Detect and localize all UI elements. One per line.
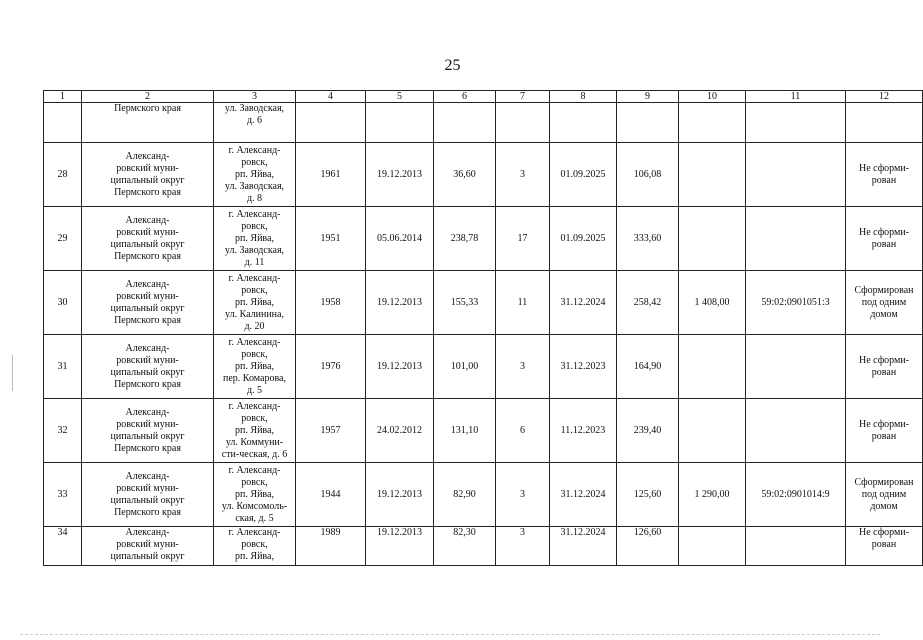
owner-cell: Александ- ровский муни- ципальный округ <box>110 527 185 562</box>
column-header: 5 <box>366 91 434 103</box>
column-header: 12 <box>846 91 923 103</box>
column-header: 4 <box>296 91 366 103</box>
date-cell: 19.12.2013 <box>377 488 422 500</box>
column-header: 2 <box>82 91 214 103</box>
deadline-cell: 01.09.2025 <box>560 168 606 180</box>
land-area-cell: 1 290,00 <box>694 488 730 500</box>
owner-cell: Александ- ровский муни- ципальный округ Пермского края <box>110 214 185 262</box>
year-built-cell: 1961 <box>320 168 341 180</box>
total-cell: 125,60 <box>633 488 662 500</box>
date-cell: 24.02.2012 <box>377 424 422 436</box>
address-cell: ул. Заводская, д. 6 <box>224 103 285 126</box>
column-header: 6 <box>434 91 496 103</box>
area-cell: 82,30 <box>453 527 476 538</box>
table-header-row <box>44 91 923 103</box>
land-status-cell: Сформирован под одним домом <box>854 284 914 320</box>
scan-artifact <box>20 634 880 636</box>
area-cell: 36,60 <box>453 168 476 180</box>
column-header: 10 <box>679 91 746 103</box>
cadastral-number-cell: 59:02:0901014:9 <box>761 488 830 500</box>
land-status-cell: Не сформи- рован <box>858 418 910 442</box>
land-status-cell: Сформирован под одним домом <box>854 476 914 512</box>
column-header: 3 <box>214 91 296 103</box>
address-cell: г. Александ- ровск, рп. Яйва, ул. Калинина, д. 20 <box>225 272 284 332</box>
area-cell: 101,00 <box>450 360 479 372</box>
deadline-cell: 01.09.2025 <box>560 232 606 244</box>
row-number-cell: 29 <box>57 232 68 244</box>
residents-cell: 17 <box>517 232 528 244</box>
land-status-cell: Не сформи- рован <box>858 354 910 378</box>
row-number-cell: 32 <box>57 424 68 436</box>
land-area-cell: 1 408,00 <box>694 296 730 308</box>
address-cell: г. Александ- ровск, рп. Яйва, ул. Коммуни- сти-ческая, д. 6 <box>221 400 288 460</box>
owner-cell: Александ- ровский муни- ципальный округ Пермского края <box>110 150 185 198</box>
table-row <box>44 463 923 527</box>
address-cell: г. Александ- ровск, рп. Яйва, <box>228 527 281 562</box>
year-built-cell: 1944 <box>320 488 341 500</box>
residents-cell: 6 <box>520 424 525 436</box>
date-cell: 19.12.2013 <box>377 527 422 538</box>
table-row <box>44 527 923 566</box>
date-cell: 19.12.2013 <box>377 168 422 180</box>
land-status-cell: Не сформи- рован <box>858 226 910 250</box>
column-header: 1 <box>44 91 82 103</box>
year-built-cell: 1951 <box>320 232 341 244</box>
address-cell: г. Александ- ровск, рп. Яйва, пер. Комарова, д. 5 <box>223 336 286 396</box>
deadline-cell: 31.12.2023 <box>560 360 606 372</box>
date-cell: 19.12.2013 <box>377 360 422 372</box>
table-row <box>44 207 923 271</box>
table-row <box>44 399 923 463</box>
owner-cell: Александ- ровский муни- ципальный округ Пермского края <box>110 406 185 454</box>
residents-cell: 11 <box>517 296 528 308</box>
total-cell: 258,42 <box>633 296 662 308</box>
scan-artifact <box>12 355 13 391</box>
year-built-cell: 1976 <box>320 360 341 372</box>
table-row <box>44 143 923 207</box>
year-built-cell: 1957 <box>320 424 341 436</box>
area-cell: 238,78 <box>450 232 479 244</box>
area-cell: 155,33 <box>450 296 479 308</box>
column-header: 9 <box>617 91 679 103</box>
area-cell: 131,10 <box>450 424 479 436</box>
year-built-cell: 1989 <box>320 527 341 538</box>
total-cell: 239,40 <box>633 424 662 436</box>
land-status-cell: Не сформи- рован <box>858 162 910 186</box>
total-cell: 333,60 <box>633 232 662 244</box>
table-row <box>44 335 923 399</box>
column-header: 11 <box>746 91 846 103</box>
deadline-cell: 11.12.2023 <box>560 424 606 436</box>
residents-cell: 3 <box>520 527 525 538</box>
cadastral-number-cell: 59:02:0901051:3 <box>761 296 830 308</box>
owner-cell: Александ- ровский муни- ципальный округ Пермского края <box>110 470 185 518</box>
total-cell: 164,90 <box>633 360 662 372</box>
residents-cell: 3 <box>520 360 525 372</box>
deadline-cell: 31.12.2024 <box>560 527 606 538</box>
row-number-cell: 33 <box>57 488 68 500</box>
year-built-cell: 1958 <box>320 296 341 308</box>
land-status-cell: Не сформи- рован <box>858 527 910 550</box>
row-number-cell: 34 <box>57 527 68 538</box>
row-number-cell: 31 <box>57 360 68 372</box>
address-cell: г. Александ- ровск, рп. Яйва, ул. Комсомоль- ская, д. 5 <box>221 464 288 524</box>
table-row <box>44 271 923 335</box>
residents-cell: 3 <box>520 488 525 500</box>
date-cell: 19.12.2013 <box>377 296 422 308</box>
column-header: 7 <box>496 91 550 103</box>
continuation-row <box>44 103 923 143</box>
total-cell: 106,08 <box>633 168 662 180</box>
housing-registry-table <box>43 90 923 566</box>
address-cell: г. Александ- ровск, рп. Яйва, ул. Заводская, д. 8 <box>224 144 285 204</box>
column-header: 8 <box>550 91 617 103</box>
total-cell: 126,60 <box>633 527 662 538</box>
address-cell: г. Александ- ровск, рп. Яйва, ул. Заводская, д. 11 <box>224 208 285 268</box>
deadline-cell: 31.12.2024 <box>560 296 606 308</box>
row-number-cell: 30 <box>57 296 68 308</box>
residents-cell: 3 <box>520 168 525 180</box>
deadline-cell: 31.12.2024 <box>560 488 606 500</box>
owner-cell: Александ- ровский муни- ципальный округ Пермского края <box>110 278 185 326</box>
date-cell: 05.06.2014 <box>377 232 422 244</box>
owner-cell: Пермского края <box>114 103 181 114</box>
page-number: 25 <box>444 57 461 74</box>
owner-cell: Александ- ровский муни- ципальный округ Пермского края <box>110 342 185 390</box>
area-cell: 82,90 <box>453 488 476 500</box>
row-number-cell: 28 <box>57 168 68 180</box>
